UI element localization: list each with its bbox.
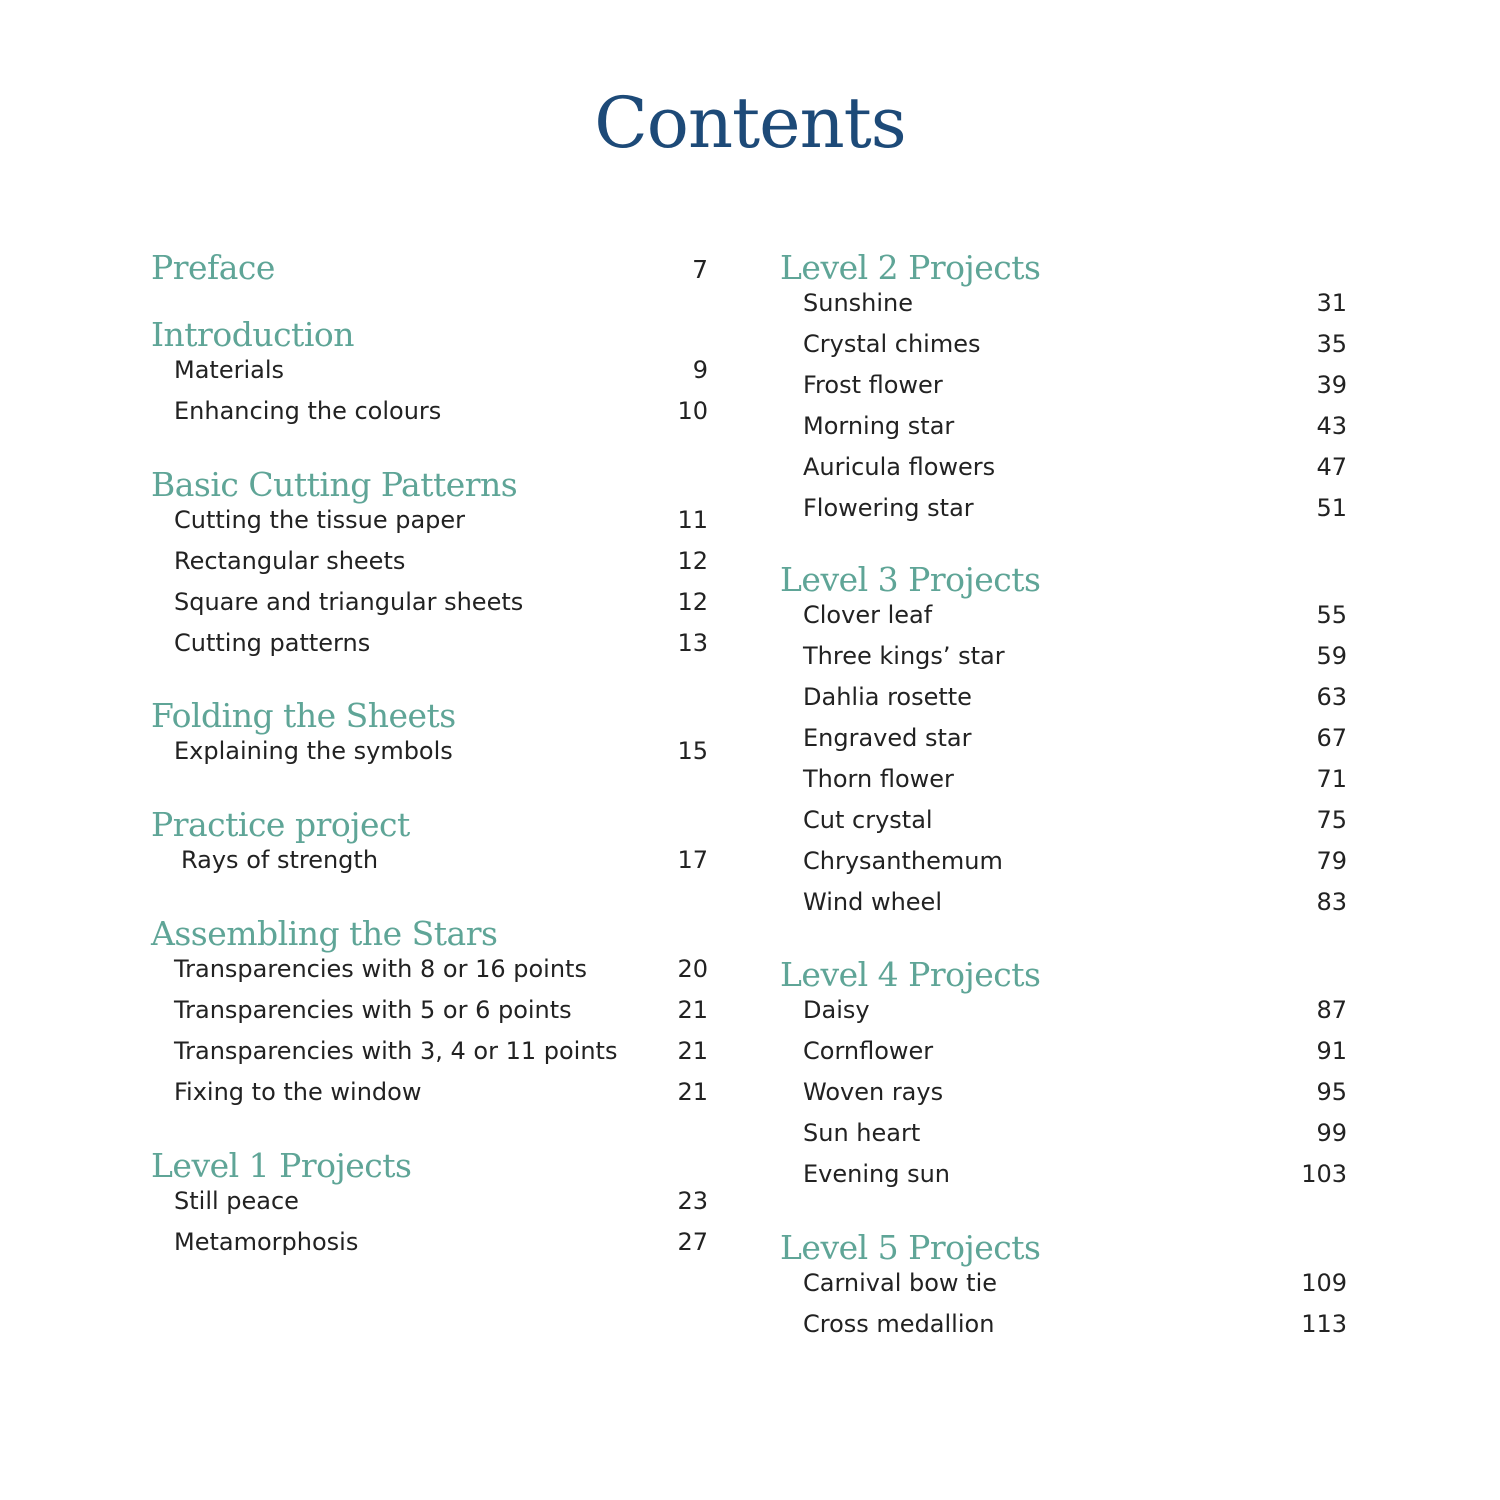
toc-entry (780, 1263, 1347, 1304)
toc-section-level-3-projects (780, 550, 1347, 923)
entry-page-number: 11 (677, 506, 708, 534)
toc-entry (151, 1222, 708, 1263)
toc-entry (780, 283, 1347, 324)
entry-page-number: 79 (1316, 847, 1347, 875)
toc-section-level-2-projects (780, 238, 1347, 529)
section-heading: Folding the Sheets (151, 696, 456, 735)
entry-page-number: 27 (677, 1228, 708, 1256)
entry-page-number: 95 (1316, 1078, 1347, 1106)
toc-entry (780, 800, 1347, 841)
toc-entry (151, 541, 708, 582)
entry-title: Transparencies with 8 or 16 points (174, 955, 587, 983)
entry-title: Thorn flower (803, 765, 954, 793)
toc-entry (780, 990, 1347, 1031)
toc-section-preface (151, 238, 708, 298)
entry-title: Cut crystal (803, 806, 933, 834)
section-items (780, 990, 1347, 1195)
entry-page-number: 71 (1316, 765, 1347, 793)
section-heading: Level 2 Projects (780, 248, 1041, 287)
entry-page-number: 87 (1316, 996, 1347, 1024)
toc-section-assembling-the-stars (151, 904, 708, 1113)
toc-entry (780, 447, 1347, 488)
section-heading: Preface (151, 248, 275, 287)
entry-page-number: 39 (1316, 371, 1347, 399)
entry-page-number: 67 (1316, 724, 1347, 752)
entry-title: Cross medallion (803, 1310, 995, 1338)
entry-title: Flowering star (803, 494, 974, 522)
entry-page-number: 12 (677, 547, 708, 575)
section-heading: Assembling the Stars (151, 914, 498, 953)
section-heading: Introduction (151, 315, 354, 354)
toc-entry (151, 949, 708, 990)
toc-section-introduction (151, 305, 708, 432)
toc-entry (151, 1181, 708, 1222)
entry-title: Carnival bow tie (803, 1269, 998, 1297)
toc-section-practice-project (151, 795, 708, 881)
toc-entry (780, 759, 1347, 800)
entry-title: Still peace (174, 1187, 299, 1215)
entry-page-number: 51 (1316, 494, 1347, 522)
entry-page-number: 35 (1316, 330, 1347, 358)
section-heading: Level 5 Projects (780, 1228, 1041, 1267)
entry-title: Cornflower (803, 1037, 934, 1065)
section-items (151, 731, 708, 772)
entry-title: Morning star (803, 412, 955, 440)
toc-entry (780, 1113, 1347, 1154)
entry-page-number: 47 (1316, 453, 1347, 481)
toc-entry (151, 1031, 708, 1072)
entry-title: Clover leaf (803, 601, 933, 629)
entry-page-number: 21 (677, 1078, 708, 1106)
section-items (151, 350, 708, 432)
entry-page-number: 12 (677, 588, 708, 616)
toc-entry (780, 677, 1347, 718)
toc-section-level-1-projects (151, 1136, 708, 1263)
entry-title: Fixing to the window (174, 1078, 422, 1106)
entry-title: Cutting patterns (174, 629, 371, 657)
toc-entry (780, 1304, 1347, 1345)
entry-page-number: 55 (1316, 601, 1347, 629)
entry-page-number: 83 (1316, 888, 1347, 916)
toc-entry (151, 582, 708, 623)
entry-page-number: 15 (677, 737, 708, 765)
section-page-number: 7 (692, 255, 708, 284)
toc-entry (151, 350, 708, 391)
toc-entry (780, 365, 1347, 406)
section-items (780, 595, 1347, 923)
section-heading: Level 3 Projects (780, 560, 1041, 599)
toc-entry (780, 841, 1347, 882)
entry-page-number: 21 (677, 1037, 708, 1065)
entry-page-number: 21 (677, 996, 708, 1024)
entry-title: Auricula flowers (803, 453, 996, 481)
toc-entry (780, 636, 1347, 677)
section-heading: Level 4 Projects (780, 955, 1041, 994)
entry-title: Enhancing the colours (174, 397, 442, 425)
toc-entry (151, 990, 708, 1031)
entry-title: Transparencies with 5 or 6 points (174, 996, 572, 1024)
toc-section-level-5-projects (780, 1218, 1347, 1345)
toc-entry (151, 500, 708, 541)
toc-entry (780, 1072, 1347, 1113)
entry-page-number: 109 (1301, 1269, 1347, 1297)
entry-title: Explaining the symbols (174, 737, 453, 765)
entry-page-number: 103 (1301, 1160, 1347, 1188)
entry-title: Frost flower (803, 371, 943, 399)
entry-title: Sunshine (803, 289, 914, 317)
toc-entry (151, 840, 708, 881)
section-heading: Practice project (151, 805, 410, 844)
toc-entry (780, 1031, 1347, 1072)
section-items (780, 283, 1347, 529)
entry-title: Transparencies with 3, 4 or 11 points (174, 1037, 618, 1065)
toc-entry (780, 718, 1347, 759)
toc-entry (151, 623, 708, 664)
entry-title: Dahlia rosette (803, 683, 972, 711)
toc-entry (780, 595, 1347, 636)
entry-page-number: 113 (1301, 1310, 1347, 1338)
page-title: Contents (594, 82, 906, 164)
section-items (780, 1263, 1347, 1345)
section-items (151, 500, 708, 664)
toc-entry (780, 406, 1347, 447)
section-items (151, 1181, 708, 1263)
entry-page-number: 17 (677, 846, 708, 874)
entry-page-number: 59 (1316, 642, 1347, 670)
section-items (151, 840, 708, 881)
toc-section-folding-the-sheets (151, 686, 708, 772)
section-heading-row (151, 238, 708, 298)
entry-page-number: 20 (677, 955, 708, 983)
section-items (151, 949, 708, 1113)
entry-title: Woven rays (803, 1078, 944, 1106)
toc-entry (780, 324, 1347, 365)
entry-page-number: 9 (692, 356, 708, 384)
entry-title: Rectangular sheets (174, 547, 406, 575)
entry-title: Cutting the tissue paper (174, 506, 466, 534)
entry-page-number: 23 (677, 1187, 708, 1215)
entry-title: Daisy (803, 996, 870, 1024)
entry-page-number: 91 (1316, 1037, 1347, 1065)
entry-page-number: 63 (1316, 683, 1347, 711)
entry-page-number: 43 (1316, 412, 1347, 440)
toc-entry (151, 731, 708, 772)
entry-title: Chrysanthemum (803, 847, 1003, 875)
toc-entry (780, 1154, 1347, 1195)
entry-page-number: 31 (1316, 289, 1347, 317)
section-heading: Basic Cutting Patterns (151, 465, 518, 504)
entry-title: Engraved star (803, 724, 972, 752)
entry-title: Rays of strength (181, 846, 379, 874)
toc-section-level-4-projects (780, 945, 1347, 1195)
entry-title: Materials (174, 356, 285, 384)
toc-entry (151, 391, 708, 432)
toc-section-basic-cutting-patterns (151, 455, 708, 664)
entry-title: Crystal chimes (803, 330, 981, 358)
toc-entry (780, 488, 1347, 529)
entry-title: Three kings’ star (803, 642, 1005, 670)
entry-page-number: 13 (677, 629, 708, 657)
entry-title: Evening sun (803, 1160, 951, 1188)
toc-entry (151, 1072, 708, 1113)
toc-entry (780, 882, 1347, 923)
entry-title: Metamorphosis (174, 1228, 359, 1256)
section-heading: Level 1 Projects (151, 1146, 412, 1185)
entry-page-number: 99 (1316, 1119, 1347, 1147)
entry-title: Wind wheel (803, 888, 942, 916)
entry-title: Square and triangular sheets (174, 588, 524, 616)
entry-page-number: 75 (1316, 806, 1347, 834)
entry-title: Sun heart (803, 1119, 921, 1147)
entry-page-number: 10 (677, 397, 708, 425)
